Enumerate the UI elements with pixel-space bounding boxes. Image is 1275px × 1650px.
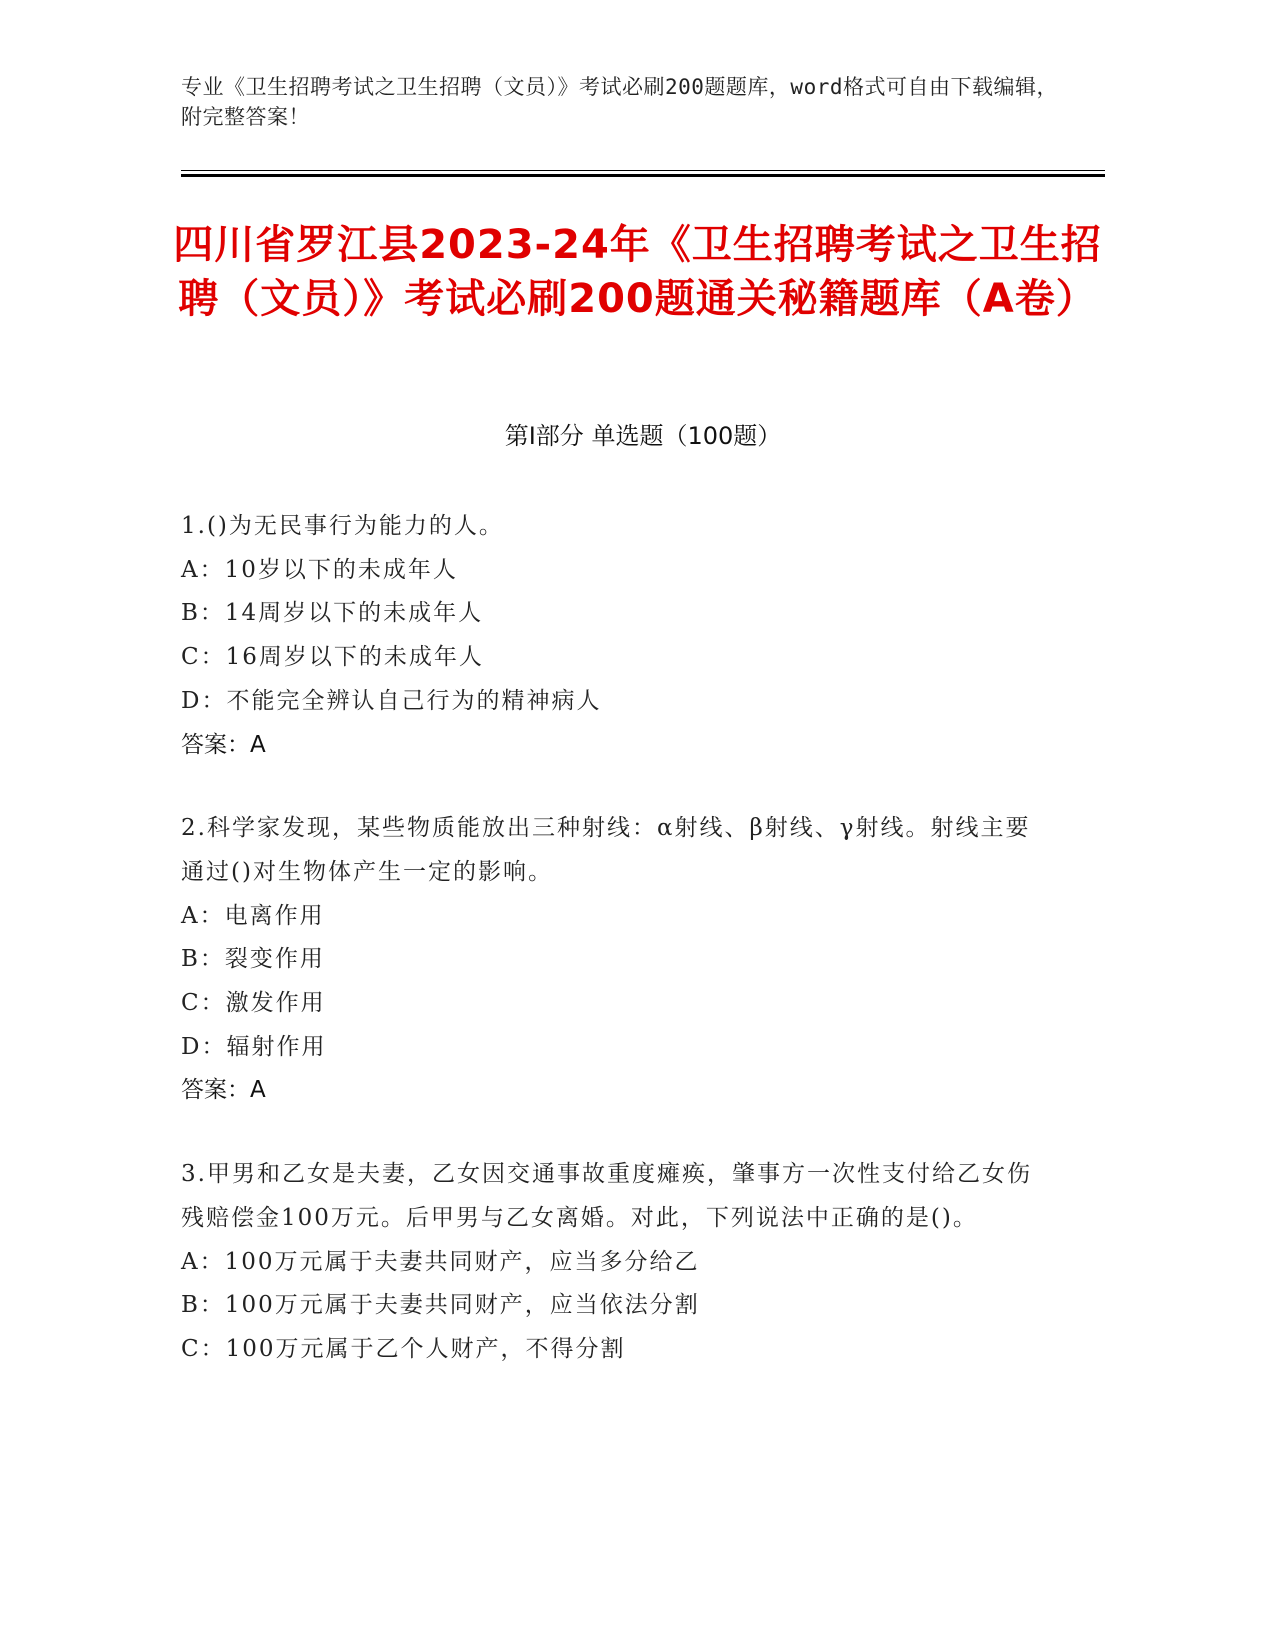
question-1: [181, 505, 1041, 767]
answer: 答案：A: [181, 731, 266, 758]
question-stem: 2.科学家发现，某些物质能放出三种射线：α射线、β射线、γ射线。射线主要通过()对生物体产生一定的影响。: [181, 815, 1031, 885]
question-stem: 1.()为无民事行为能力的人。: [181, 513, 504, 539]
question-3: [181, 1153, 1041, 1372]
option-b: B：裂变作用: [181, 946, 325, 973]
option-c: C：16周岁以下的未成年人: [181, 644, 484, 671]
option-b: B：14周岁以下的未成年人: [181, 600, 484, 627]
header-divider-thin: [181, 170, 1105, 171]
question-stem: 3.甲男和乙女是夫妻，乙女因交通事故重度瘫痪，肇事方一次性支付给乙女伤残赔偿金100万元。后甲男与乙女离婚。对此，下列说法中正确的是()。: [181, 1161, 1032, 1231]
answer: 答案：A: [181, 1077, 266, 1104]
document-title: 四川省罗江县2023-24年《卫生招聘考试之卫生招聘（文员）》考试必刷200题通关秘籍题库（A卷）: [173, 222, 1102, 322]
question-list: [181, 505, 1041, 1412]
option-c: C：激发作用: [181, 990, 326, 1017]
option-b: B：100万元属于夫妻共同财产，应当依法分割: [181, 1292, 700, 1319]
question-2: [181, 807, 1041, 1113]
option-d: D：不能完全辨认自己行为的精神病人: [181, 687, 602, 714]
section-title: 第I部分 单选题（100题）: [504, 422, 782, 450]
header-note: 专业《卫生招聘考试之卫生招聘（文员）》考试必刷200题题库，word格式可自由下载编辑，附完整答案！: [181, 75, 1058, 129]
option-a: A：电离作用: [181, 902, 325, 929]
option-a: A：100万元属于夫妻共同财产，应当多分给乙: [181, 1248, 700, 1275]
option-d: D：辐射作用: [181, 1033, 327, 1060]
header-divider-thick: [181, 174, 1105, 177]
option-a: A：10岁以下的未成年人: [181, 556, 458, 583]
option-c: C：100万元属于乙个人财产，不得分割: [181, 1335, 626, 1362]
